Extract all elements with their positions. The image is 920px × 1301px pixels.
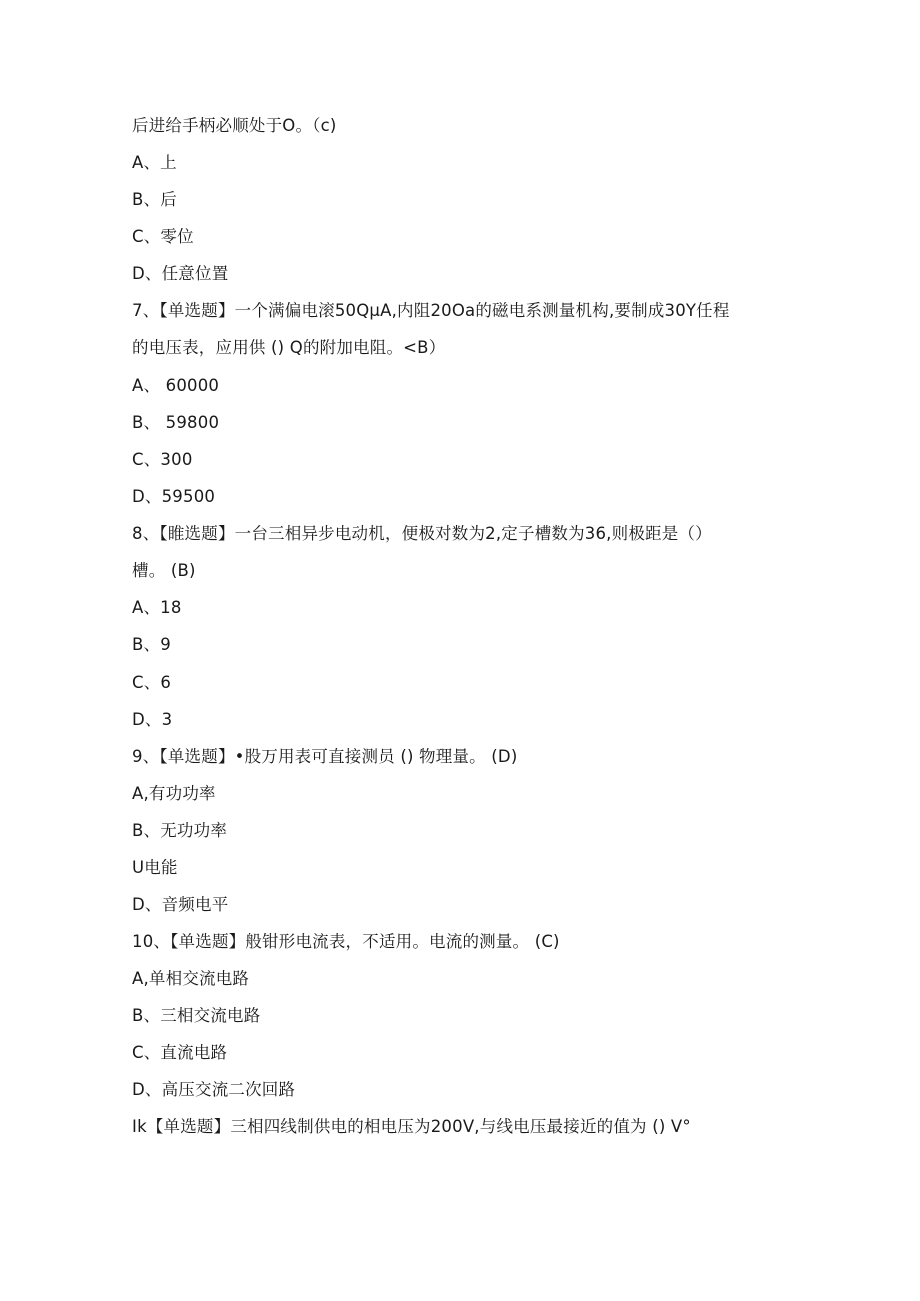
question-10-option-b: B、三相交流电路 [132, 1006, 261, 1025]
question-7-stem: 7、【单选题】一个满偏电滚50QμA,内阻20Oa的磁电系测量机构,要制成30Y任程 [132, 301, 730, 320]
question-6-option-d: D、任意位置 [132, 264, 229, 283]
question-9-stem: 9、【单选题】•股万用表可直接测员 () 物理量。 (D) [132, 747, 518, 766]
question-8-option-b: B、9 [132, 635, 171, 654]
question-8-option-d: D、3 [132, 710, 173, 729]
question-7-option-c: C、300 [132, 450, 193, 469]
question-10-option-c: C、直流电路 [132, 1043, 228, 1062]
question-6-stem-end: 后进给手柄必顺处于O。（c) [132, 116, 337, 135]
question-7-option-b: B、 59800 [132, 413, 220, 432]
question-9-option-b: B、无功功率 [132, 821, 228, 840]
question-7-option-a: A、 60000 [132, 376, 220, 395]
question-11-stem: Ik【单选题】三相四线制供电的相电压为200V,与线电压最接近的值为 () V° [132, 1117, 691, 1136]
question-8-stem-continued: 槽。 (B) [132, 561, 196, 580]
question-9-option-d: D、音频电平 [132, 895, 229, 914]
question-6-option-a: A、上 [132, 153, 177, 172]
question-10-option-d: D、高压交流二次回路 [132, 1080, 296, 1099]
question-8-stem: 8、【睢选题】一台三相异步电动机，便极对数为2,定子槽数为36,则极距是（） [132, 524, 712, 543]
question-9-option-c: U电能 [132, 858, 178, 877]
question-7-stem-continued: 的电压表，应用供 () Q的附加电阻。<B） [132, 338, 446, 357]
question-10-stem: 10、【单选题】般钳形电流表，不适用。电流的测量。 (C) [132, 932, 560, 951]
question-9-option-a: A,有功功率 [132, 784, 216, 803]
question-8-option-a: A、18 [132, 598, 182, 617]
question-6-option-c: C、零位 [132, 227, 194, 246]
question-8-option-c: C、6 [132, 673, 172, 692]
question-10-option-a: A,单相交流电路 [132, 969, 250, 988]
question-6-option-b: B、后 [132, 190, 177, 209]
question-7-option-d: D、59500 [132, 487, 216, 506]
